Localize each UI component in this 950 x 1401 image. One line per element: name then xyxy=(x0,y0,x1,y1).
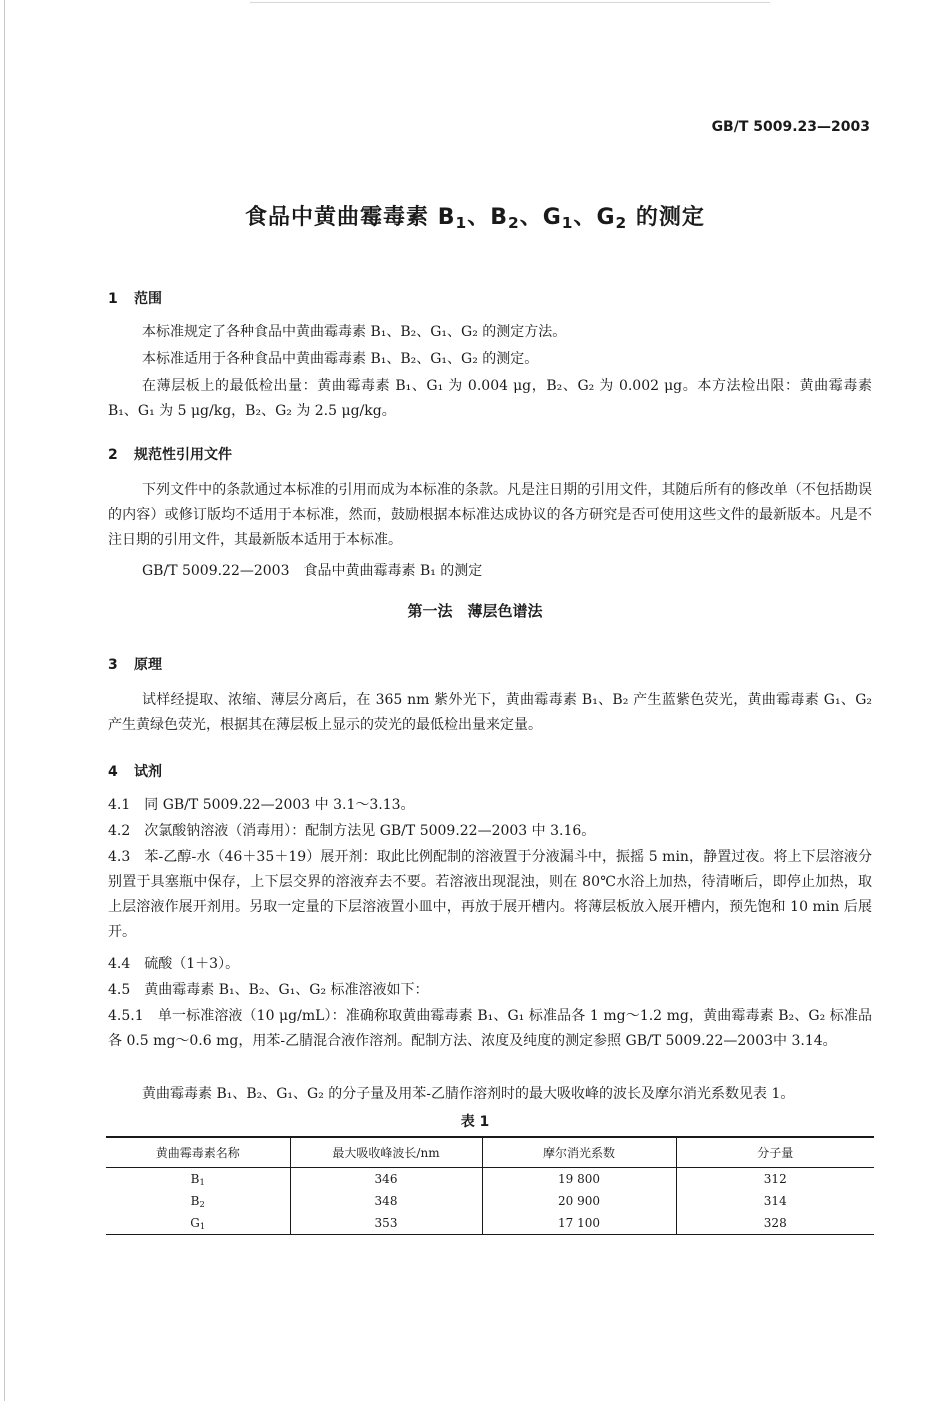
table-row xyxy=(106,1190,874,1212)
aflatoxin-table xyxy=(106,1136,874,1235)
page-title xyxy=(0,200,950,231)
section-2-heading xyxy=(108,444,232,464)
header-molecular-weight: 分子量 xyxy=(676,1137,874,1168)
section-number: 4 xyxy=(108,764,118,780)
section-number: 1 xyxy=(108,291,118,307)
title-sub: 1 xyxy=(561,213,574,232)
cell-name-sub: 2 xyxy=(199,1199,205,1210)
cell-wavelength: 348 xyxy=(290,1190,482,1212)
item-4-3: 4.3 苯-乙醇-水（46＋35＋19）展开剂：取此比例配制的溶液置于分液漏斗中，振摇 5 min，静置过夜。将上下层溶液分别置于具塞瓶中保存，上下层交界的溶液弃去不要。若溶液出现混浊，则在 80℃水浴上加热，待清晰后，即停止加热，取上层溶液作展开剂用。另取一定量的下层溶液置小皿中，再放于展开槽内。将薄层板放入展开槽内，预先饱和 10 min 后展开。 xyxy=(108,849,872,940)
section-title: 原理 xyxy=(134,657,162,673)
table-caption: 表 1 xyxy=(460,1114,490,1130)
cell-molecular-weight: 328 xyxy=(676,1212,874,1235)
cell-name-sub: 1 xyxy=(199,1221,206,1232)
header-wavelength: 最大吸收峰波长/nm xyxy=(290,1137,482,1168)
title-text: 、G xyxy=(573,205,616,230)
section-3-heading xyxy=(108,654,162,674)
section-4-heading xyxy=(108,761,162,781)
title-sub: 1 xyxy=(455,213,468,232)
cell-coefficient: 19 800 xyxy=(482,1168,676,1191)
cell-name-sub: 1 xyxy=(199,1177,205,1188)
section-number: 3 xyxy=(108,657,118,673)
item-4-2: 4.2 次氯酸钠溶液（消毒用）：配制方法见 GB/T 5009.22—2003 中 3.16。 xyxy=(108,823,596,839)
header-name: 黄曲霉毒素名称 xyxy=(106,1137,290,1168)
section-2-reference: GB/T 5009.22—2003 食品中黄曲霉毒素 B₁ 的测定 xyxy=(142,563,483,579)
document-id: GB/T 5009.23—2003 xyxy=(711,119,870,135)
title-sub: 2 xyxy=(615,213,628,232)
title-text: 的测定 xyxy=(627,205,705,230)
section-1-para-2: 本标准适用于各种食品中黄曲霉毒素 B₁、B₂、G₁、G₂ 的测定。 xyxy=(142,351,539,367)
cell-coefficient: 17 100 xyxy=(482,1212,676,1235)
scan-edge-top xyxy=(250,2,770,3)
item-4-1: 4.1 同 GB/T 5009.22—2003 中 3.1～3.13。 xyxy=(108,797,415,813)
item-4-5-1: 4.5.1 单一标准溶液（10 μg/mL）：准确称取黄曲霉毒素 B₁、G₁ 标准品各 1 mg～1.2 mg，黄曲霉毒素 B₂、G₂ 标准品各 0.5 mg～0.6 mg，用苯-乙腈混合液作溶剂。配制方法、浓度及纯度的测定参照 GB/T 5009.22—2003中 3.14。 xyxy=(108,1008,872,1049)
title-text: 食品中黄曲霉毒素 B xyxy=(245,205,456,230)
table-row xyxy=(106,1168,874,1191)
cell-name xyxy=(106,1168,290,1191)
cell-molecular-weight: 314 xyxy=(676,1190,874,1212)
cell-name xyxy=(106,1212,290,1235)
section-number: 2 xyxy=(108,447,118,463)
table-intro: 黄曲霉毒素 B₁、B₂、G₁、G₂ 的分子量及用苯-乙腈作溶剂时的最大吸收峰的波长及摩尔消光系数见表 1。 xyxy=(142,1086,795,1102)
table-row xyxy=(106,1212,874,1235)
item-4-4: 4.4 硫酸（1＋3）。 xyxy=(108,956,240,972)
section-title: 规范性引用文件 xyxy=(134,447,232,463)
title-text: 、G xyxy=(519,205,562,230)
section-2-para-1: 下列文件中的条款通过本标准的引用而成为本标准的条款。凡是注日期的引用文件，其随后所有的修改单（不包括勘误的内容）或修订版均不适用于本标准，然而，鼓励根据本标准达成协议的各方研究是否可使用这些文件的最新版本。凡是不注日期的引用文件，其最新版本适用于本标准。 xyxy=(108,482,872,548)
cell-molecular-weight: 312 xyxy=(676,1168,874,1191)
title-sub: 2 xyxy=(507,213,520,232)
section-3-para-1: 试样经提取、浓缩、薄层分离后，在 365 nm 紫外光下，黄曲霉毒素 B₁、B₂ 产生蓝紫色荧光，黄曲霉毒素 G₁、G₂ 产生黄绿色荧光，根据其在薄层板上显示的荧光的最低检出量来定量。 xyxy=(108,692,872,733)
header-coefficient: 摩尔消光系数 xyxy=(482,1137,676,1168)
cell-name-text: B xyxy=(190,1194,200,1208)
cell-wavelength: 346 xyxy=(290,1168,482,1191)
item-4-5: 4.5 黄曲霉毒素 B₁、B₂、G₁、G₂ 标准溶液如下： xyxy=(108,982,429,998)
section-1-para-1: 本标准规定了各种食品中黄曲霉毒素 B₁、B₂、G₁、G₂ 的测定方法。 xyxy=(142,324,567,340)
section-1-para-3: 在薄层板上的最低检出量：黄曲霉毒素 B₁、G₁ 为 0.004 μg，B₂、G₂ 为 0.002 μg。本方法检出限：黄曲霉毒素 B₁、G₁ 为 5 μg/kg，B₂、G₂ 为 2.5 μg/kg。 xyxy=(108,378,872,419)
method-title: 第一法 薄层色谱法 xyxy=(407,602,543,620)
cell-name-text: G xyxy=(190,1216,200,1230)
section-title: 范围 xyxy=(134,291,162,307)
section-1-heading xyxy=(108,288,162,308)
table-header-row xyxy=(106,1137,874,1168)
cell-name xyxy=(106,1190,290,1212)
cell-coefficient: 20 900 xyxy=(482,1190,676,1212)
title-text: 、B xyxy=(467,205,508,230)
section-title: 试剂 xyxy=(134,764,162,780)
cell-wavelength: 353 xyxy=(290,1212,482,1235)
cell-name-text: B xyxy=(190,1172,200,1186)
